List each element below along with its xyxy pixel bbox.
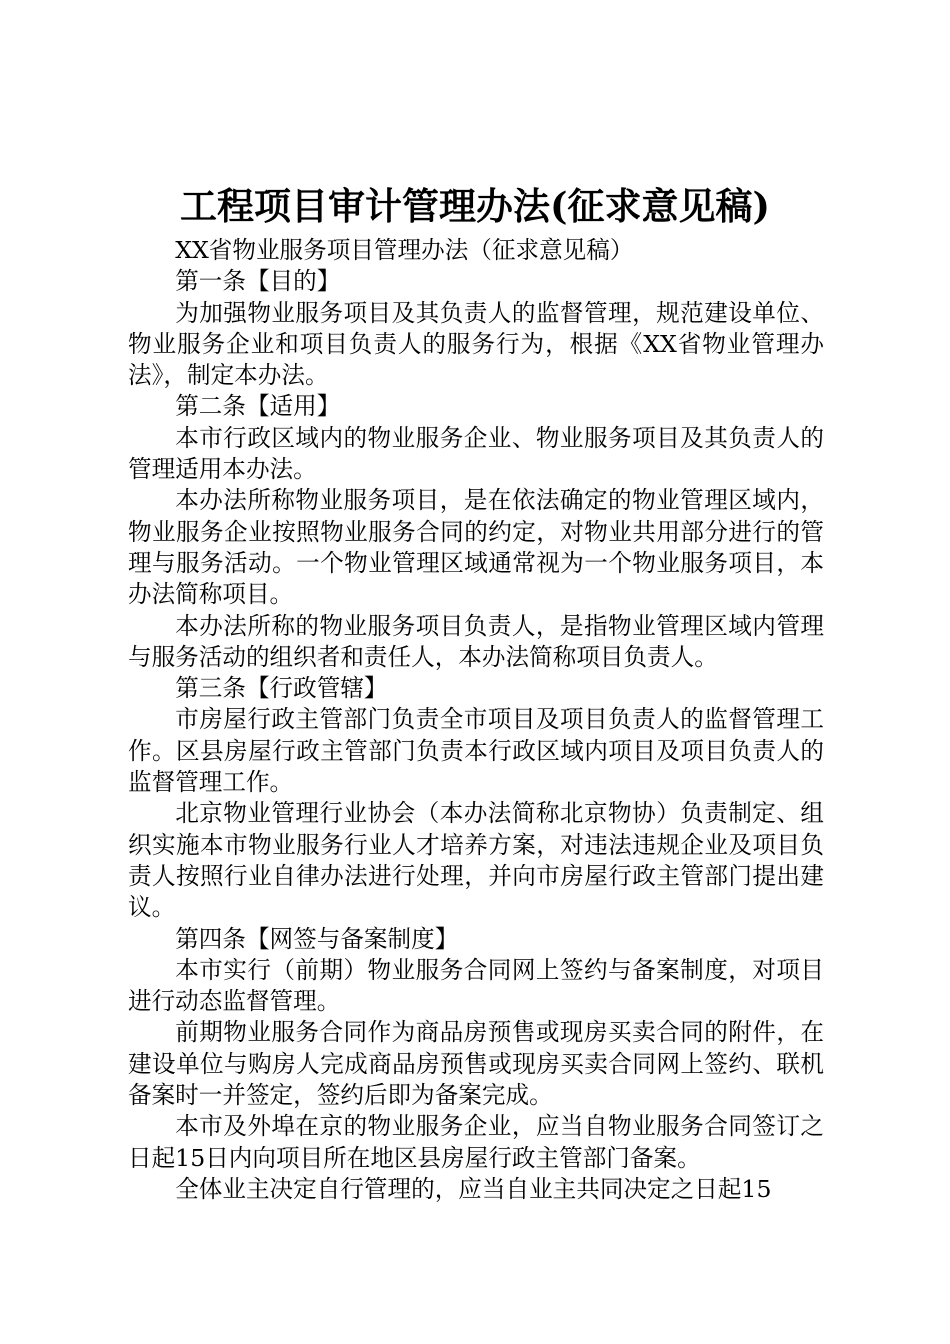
paragraph: 本办法所称的物业服务项目负责人，是指物业管理区域内管理与服务活动的组织者和责任人，本办法简称项目负责人。 (128, 611, 824, 671)
document-body (128, 235, 824, 1205)
paragraph: 全体业主决定自行管理的，应当自业主共同决定之日起15 (175, 1174, 772, 1203)
article-heading-4: 第四条【网签与备案制度】 (175, 924, 459, 953)
paragraph: 北京物业管理行业协会（本办法简称北京物协）负责制定、组织实施本市物业服务行业人才培养方案，对违法违规企业及项目负责人按照行业自律办法进行处理，并向市房屋行政主管部门提出建议。 (128, 799, 824, 922)
article-heading-2: 第二条【适用】 (175, 392, 341, 421)
paragraph: 本市行政区域内的物业服务企业、物业服务项目及其负责人的管理适用本办法。 (128, 423, 824, 484)
document-title: 工程项目审计管理办法(征求意见稿) (179, 184, 770, 228)
article-heading-1: 第一条【目的】 (175, 267, 341, 296)
paragraph: 本市及外埠在京的物业服务企业，应当自物业服务合同签订之日起15日内向项目所在地区县房屋行政主管部门备案。 (128, 1112, 824, 1172)
paragraph: 市房屋行政主管部门负责全市项目及项目负责人的监督管理工作。区县房屋行政主管部门负责本行政区域内项目及项目负责人的监督管理工作。 (128, 705, 824, 797)
paragraph: 本办法所称物业服务项目，是在依法确定的物业管理区域内，物业服务企业按照物业服务合同的约定，对物业共用部分进行的管理与服务活动。一个物业管理区域通常视为一个物业服务项目，本办法简称项目。 (128, 486, 824, 609)
article-heading-3: 第三条【行政管辖】 (175, 674, 388, 703)
paragraph: 为加强物业服务项目及其负责人的监督管理，规范建设单位、物业服务企业和项目负责人的服务行为，根据《XX省物业管理办法》，制定本办法。 (128, 298, 824, 390)
paragraph: 本市实行（前期）物业服务合同网上签约与备案制度，对项目进行动态监督管理。 (128, 955, 824, 1016)
paragraph: 前期物业服务合同作为商品房预售或现房买卖合同的附件，在建设单位与购房人完成商品房预售或现房买卖合同网上签约、联机备案时一并签定，签约后即为备案完成。 (128, 1018, 824, 1110)
paragraph-subtitle: XX省物业服务项目管理办法（征求意见稿） (175, 236, 634, 264)
